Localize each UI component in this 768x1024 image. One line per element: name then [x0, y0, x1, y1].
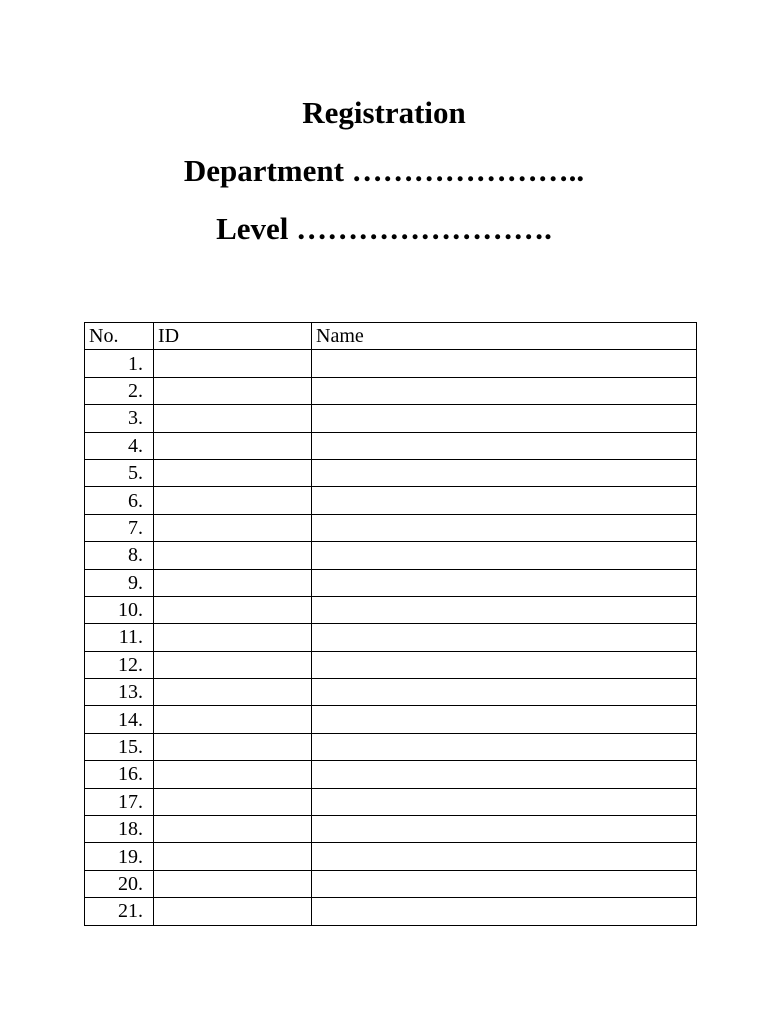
name-cell[interactable] [312, 514, 697, 541]
id-cell[interactable] [154, 761, 312, 788]
table-row [85, 706, 697, 733]
name-cell[interactable] [312, 843, 697, 870]
column-header-no: No. [85, 323, 154, 350]
id-cell[interactable] [154, 350, 312, 377]
name-cell[interactable] [312, 377, 697, 404]
name-cell[interactable] [312, 596, 697, 623]
name-cell[interactable] [312, 542, 697, 569]
id-cell[interactable] [154, 459, 312, 486]
name-cell[interactable] [312, 432, 697, 459]
name-cell[interactable] [312, 898, 697, 925]
row-number-cell: 18. [85, 816, 154, 843]
id-cell[interactable] [154, 624, 312, 651]
table-row [85, 487, 697, 514]
id-cell[interactable] [154, 432, 312, 459]
table-row [85, 542, 697, 569]
id-cell[interactable] [154, 679, 312, 706]
row-number-cell: 8. [85, 542, 154, 569]
row-number-cell: 11. [85, 624, 154, 651]
page-title: Registration [302, 95, 466, 130]
table-row [85, 843, 697, 870]
id-cell[interactable] [154, 843, 312, 870]
name-cell[interactable] [312, 870, 697, 897]
registration-table [84, 322, 697, 926]
name-cell[interactable] [312, 816, 697, 843]
row-number-cell: 12. [85, 651, 154, 678]
row-number-cell: 5. [85, 459, 154, 486]
table-row [85, 624, 697, 651]
id-cell[interactable] [154, 487, 312, 514]
id-cell[interactable] [154, 706, 312, 733]
row-number-cell: 21. [85, 898, 154, 925]
id-cell[interactable] [154, 816, 312, 843]
row-number-cell: 20. [85, 870, 154, 897]
row-number-cell: 2. [85, 377, 154, 404]
name-cell[interactable] [312, 405, 697, 432]
id-cell[interactable] [154, 733, 312, 760]
name-cell[interactable] [312, 733, 697, 760]
row-number-cell: 17. [85, 788, 154, 815]
id-cell[interactable] [154, 596, 312, 623]
level-line: Level ……………………. [216, 211, 552, 246]
table-row [85, 596, 697, 623]
row-number-cell: 6. [85, 487, 154, 514]
id-cell[interactable] [154, 898, 312, 925]
table-header-row [85, 323, 697, 350]
row-number-cell: 13. [85, 679, 154, 706]
row-number-cell: 4. [85, 432, 154, 459]
id-cell[interactable] [154, 377, 312, 404]
table-row [85, 514, 697, 541]
row-number-cell: 15. [85, 733, 154, 760]
row-number-cell: 19. [85, 843, 154, 870]
row-number-cell: 7. [85, 514, 154, 541]
id-cell[interactable] [154, 405, 312, 432]
name-cell[interactable] [312, 350, 697, 377]
row-number-cell: 1. [85, 350, 154, 377]
id-cell[interactable] [154, 870, 312, 897]
table-row [85, 350, 697, 377]
table-row [85, 898, 697, 925]
id-cell[interactable] [154, 651, 312, 678]
name-cell[interactable] [312, 569, 697, 596]
table-row [85, 651, 697, 678]
name-cell[interactable] [312, 679, 697, 706]
row-number-cell: 16. [85, 761, 154, 788]
name-cell[interactable] [312, 487, 697, 514]
table-row [85, 733, 697, 760]
name-cell[interactable] [312, 651, 697, 678]
row-number-cell: 10. [85, 596, 154, 623]
table-row [85, 432, 697, 459]
id-cell[interactable] [154, 514, 312, 541]
name-cell[interactable] [312, 459, 697, 486]
id-cell[interactable] [154, 542, 312, 569]
table-row [85, 870, 697, 897]
table-row [85, 816, 697, 843]
name-cell[interactable] [312, 624, 697, 651]
column-header-name: Name [312, 323, 697, 350]
name-cell[interactable] [312, 761, 697, 788]
table-row [85, 761, 697, 788]
row-number-cell: 9. [85, 569, 154, 596]
table-row [85, 405, 697, 432]
column-header-id: ID [154, 323, 312, 350]
department-line: Department ………………….. [183, 153, 585, 188]
row-number-cell: 14. [85, 706, 154, 733]
table-row [85, 679, 697, 706]
name-cell[interactable] [312, 706, 697, 733]
table-row [85, 569, 697, 596]
id-cell[interactable] [154, 788, 312, 815]
table-row [85, 377, 697, 404]
table-row [85, 788, 697, 815]
id-cell[interactable] [154, 569, 312, 596]
table-row [85, 459, 697, 486]
name-cell[interactable] [312, 788, 697, 815]
row-number-cell: 3. [85, 405, 154, 432]
